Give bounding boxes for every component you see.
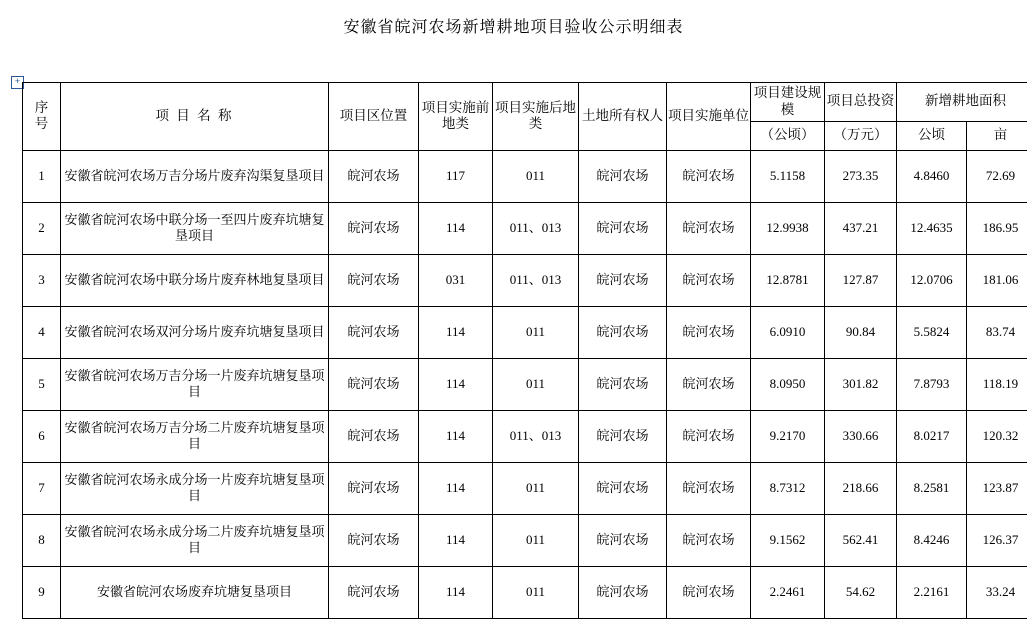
cell-build-scale: 5.1158 — [751, 150, 825, 202]
header-location: 项目区位置 — [329, 83, 419, 151]
cell-land-owner: 皖河农场 — [579, 358, 667, 410]
table-row — [23, 514, 1027, 566]
cell-project-name: 安徽省皖河农场中联分场片废弃林地复垦项目 — [61, 254, 329, 306]
cell-post-land-type: 011、013 — [493, 410, 579, 462]
table-move-anchor-icon[interactable]: + — [11, 76, 24, 89]
cell-seq: 1 — [23, 150, 61, 202]
cell-post-land-type: 011 — [493, 306, 579, 358]
cell-new-area-hectare: 8.2581 — [897, 462, 967, 514]
cell-project-name: 安徽省皖河农场废弃坑塘复垦项目 — [61, 566, 329, 618]
cell-total-invest: 273.35 — [825, 150, 897, 202]
cell-new-area-hectare: 2.2161 — [897, 566, 967, 618]
cell-build-scale: 12.9938 — [751, 202, 825, 254]
cell-new-area-hectare: 8.0217 — [897, 410, 967, 462]
cell-new-area-hectare: 5.5824 — [897, 306, 967, 358]
header-seq — [23, 83, 61, 151]
table-row — [23, 306, 1027, 358]
table-row — [23, 410, 1027, 462]
header-pre-land-type: 项目实施前地类 — [419, 83, 493, 151]
cell-location: 皖河农场 — [329, 514, 419, 566]
cell-new-area-mu: 33.24 — [967, 566, 1027, 618]
cell-location: 皖河农场 — [329, 254, 419, 306]
cell-seq: 3 — [23, 254, 61, 306]
header-build-scale: 项目建设规模 — [751, 83, 825, 122]
cell-project-name: 安徽省皖河农场万吉分场一片废弃坑塘复垦项目 — [61, 358, 329, 410]
cell-pre-land-type: 114 — [419, 358, 493, 410]
header-total-invest: 项目总投资 — [825, 83, 897, 122]
cell-total-invest: 127.87 — [825, 254, 897, 306]
cell-new-area-hectare: 12.0706 — [897, 254, 967, 306]
cell-new-area-mu: 118.19 — [967, 358, 1027, 410]
cell-build-scale: 8.7312 — [751, 462, 825, 514]
cell-project-name: 安徽省皖河农场中联分场一至四片废弃坑塘复垦项目 — [61, 202, 329, 254]
cell-implement-unit: 皖河农场 — [667, 254, 751, 306]
header-post-land-type: 项目实施后地类 — [493, 83, 579, 151]
cell-pre-land-type: 031 — [419, 254, 493, 306]
cell-project-name: 安徽省皖河农场万吉分场二片废弃坑塘复垦项目 — [61, 410, 329, 462]
header-unit-invest: （万元） — [825, 121, 897, 150]
cell-post-land-type: 011、013 — [493, 202, 579, 254]
cell-location: 皖河农场 — [329, 410, 419, 462]
cell-new-area-hectare: 4.8460 — [897, 150, 967, 202]
cell-pre-land-type: 117 — [419, 150, 493, 202]
cell-land-owner: 皖河农场 — [579, 150, 667, 202]
cell-project-name: 安徽省皖河农场万吉分场片废弃沟渠复垦项目 — [61, 150, 329, 202]
cell-seq: 9 — [23, 566, 61, 618]
table-header — [23, 83, 1027, 151]
cell-build-scale: 2.2461 — [751, 566, 825, 618]
project-detail-table — [22, 82, 1027, 619]
cell-new-area-mu: 181.06 — [967, 254, 1027, 306]
cell-new-area-mu: 123.87 — [967, 462, 1027, 514]
cell-new-area-mu: 83.74 — [967, 306, 1027, 358]
cell-pre-land-type: 114 — [419, 462, 493, 514]
header-project-name: 项 目 名 称 — [61, 83, 329, 151]
document-page — [0, 14, 1027, 582]
table-row — [23, 566, 1027, 618]
cell-pre-land-type: 114 — [419, 514, 493, 566]
cell-seq: 5 — [23, 358, 61, 410]
cell-project-name: 安徽省皖河农场永成分场二片废弃坑塘复垦项目 — [61, 514, 329, 566]
cell-seq: 6 — [23, 410, 61, 462]
table-container — [22, 82, 1004, 619]
table-row — [23, 202, 1027, 254]
cell-location: 皖河农场 — [329, 462, 419, 514]
cell-total-invest: 562.41 — [825, 514, 897, 566]
cell-land-owner: 皖河农场 — [579, 254, 667, 306]
cell-land-owner: 皖河农场 — [579, 410, 667, 462]
cell-total-invest: 301.82 — [825, 358, 897, 410]
header-row-main — [23, 83, 1027, 122]
cell-new-area-mu: 126.37 — [967, 514, 1027, 566]
cell-implement-unit: 皖河农场 — [667, 358, 751, 410]
cell-total-invest: 218.66 — [825, 462, 897, 514]
cell-implement-unit: 皖河农场 — [667, 150, 751, 202]
cell-location: 皖河农场 — [329, 358, 419, 410]
cell-new-area-mu: 120.32 — [967, 410, 1027, 462]
page-title: 安徽省皖河农场新增耕地项目验收公示明细表 — [0, 14, 1027, 37]
header-unit-mu: 亩 — [967, 121, 1027, 150]
header-seq-line2: 号 — [24, 116, 59, 133]
table-row — [23, 150, 1027, 202]
cell-pre-land-type: 114 — [419, 202, 493, 254]
cell-new-area-hectare: 12.4635 — [897, 202, 967, 254]
cell-build-scale: 8.0950 — [751, 358, 825, 410]
header-implement-unit: 项目实施单位 — [667, 83, 751, 151]
cell-implement-unit: 皖河农场 — [667, 514, 751, 566]
cell-implement-unit: 皖河农场 — [667, 462, 751, 514]
cell-total-invest: 330.66 — [825, 410, 897, 462]
table-row — [23, 358, 1027, 410]
cell-implement-unit: 皖河农场 — [667, 566, 751, 618]
cell-new-area-mu: 72.69 — [967, 150, 1027, 202]
cell-build-scale: 9.2170 — [751, 410, 825, 462]
header-new-farmland-area: 新增耕地面积 — [897, 83, 1027, 122]
cell-seq: 4 — [23, 306, 61, 358]
cell-pre-land-type: 114 — [419, 306, 493, 358]
cell-location: 皖河农场 — [329, 566, 419, 618]
header-unit-scale: （公顷） — [751, 121, 825, 150]
header-land-owner: 土地所有权人 — [579, 83, 667, 151]
cell-implement-unit: 皖河农场 — [667, 306, 751, 358]
header-seq-line1: 序 — [24, 100, 59, 117]
cell-post-land-type: 011、013 — [493, 254, 579, 306]
cell-land-owner: 皖河农场 — [579, 202, 667, 254]
table-row — [23, 462, 1027, 514]
table-row — [23, 254, 1027, 306]
cell-location: 皖河农场 — [329, 202, 419, 254]
cell-post-land-type: 011 — [493, 462, 579, 514]
cell-new-area-mu: 186.95 — [967, 202, 1027, 254]
cell-project-name: 安徽省皖河农场永成分场一片废弃坑塘复垦项目 — [61, 462, 329, 514]
cell-total-invest: 437.21 — [825, 202, 897, 254]
table-body — [23, 150, 1027, 618]
cell-total-invest: 90.84 — [825, 306, 897, 358]
cell-build-scale: 12.8781 — [751, 254, 825, 306]
cell-location: 皖河农场 — [329, 306, 419, 358]
cell-post-land-type: 011 — [493, 358, 579, 410]
cell-project-name: 安徽省皖河农场双河分场片废弃坑塘复垦项目 — [61, 306, 329, 358]
cell-implement-unit: 皖河农场 — [667, 202, 751, 254]
cell-pre-land-type: 114 — [419, 410, 493, 462]
cell-post-land-type: 011 — [493, 566, 579, 618]
cell-build-scale: 6.0910 — [751, 306, 825, 358]
cell-location: 皖河农场 — [329, 150, 419, 202]
cell-land-owner: 皖河农场 — [579, 306, 667, 358]
cell-new-area-hectare: 7.8793 — [897, 358, 967, 410]
header-unit-hectare: 公顷 — [897, 121, 967, 150]
cell-pre-land-type: 114 — [419, 566, 493, 618]
cell-seq: 8 — [23, 514, 61, 566]
cell-implement-unit: 皖河农场 — [667, 410, 751, 462]
cell-land-owner: 皖河农场 — [579, 566, 667, 618]
cell-post-land-type: 011 — [493, 514, 579, 566]
cell-seq: 2 — [23, 202, 61, 254]
cell-build-scale: 9.1562 — [751, 514, 825, 566]
cell-seq: 7 — [23, 462, 61, 514]
cell-post-land-type: 011 — [493, 150, 579, 202]
cell-land-owner: 皖河农场 — [579, 462, 667, 514]
cell-land-owner: 皖河农场 — [579, 514, 667, 566]
cell-total-invest: 54.62 — [825, 566, 897, 618]
cell-new-area-hectare: 8.4246 — [897, 514, 967, 566]
